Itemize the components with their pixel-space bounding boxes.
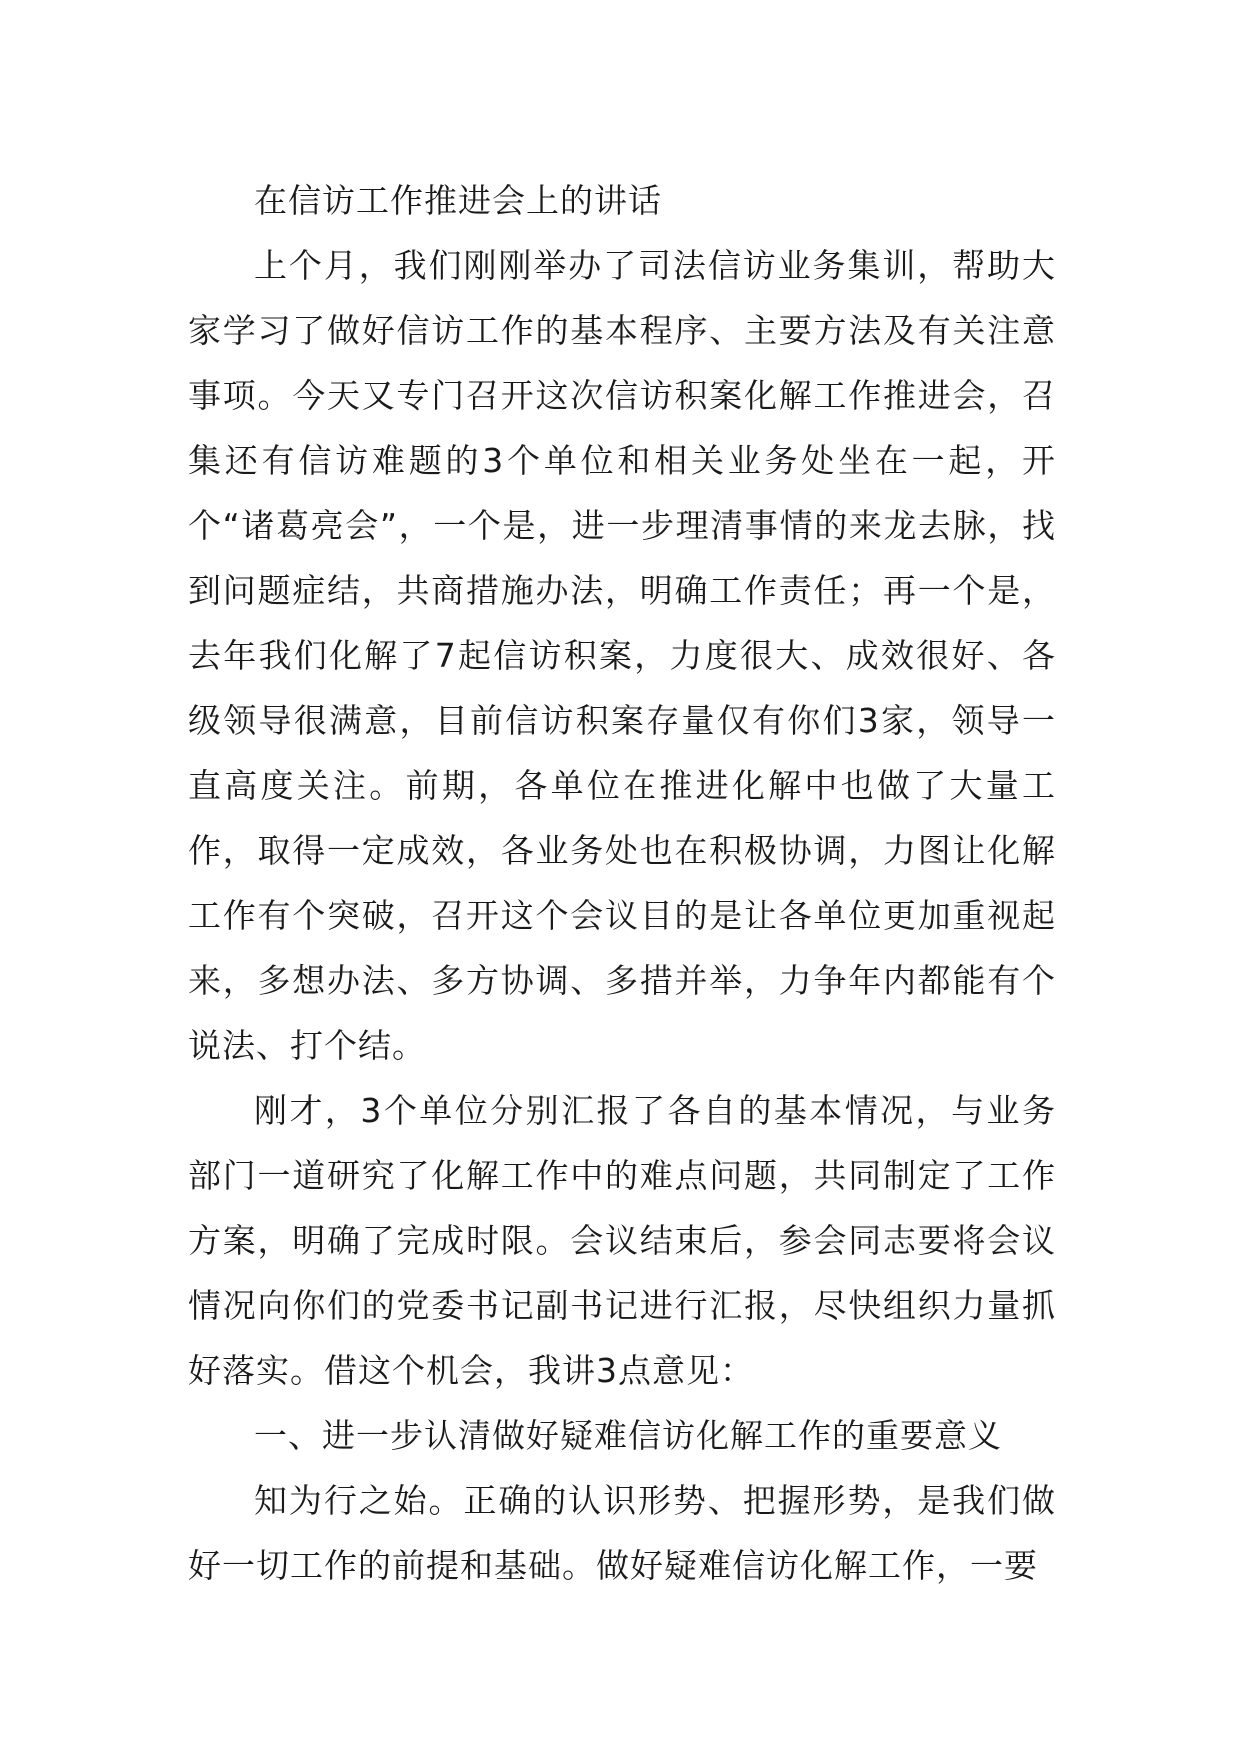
document-title: 在信访工作推进会上的讲话 [254,181,662,220]
paragraph-1: 上个月，我们刚刚举办了司法信访业务集训，帮助大家学习了做好信访工作的基本程序、主要方法及有关注意事项。今天又专门召开这次信访积案化解工作推进会，召集还有信访难题的3个单位和相关业务处坐在一起，开个“诸葛亮会”，一个是，进一步理清事情的来龙去脉，找到问题症结，共商措施办法，明确工作责任；再一个是，去年我们化解了7起信访积案，力度很大、成效很好、各级领导很满意，目前信访积案存量仅有你们3家，领导一直高度关注。前期，各单位在推进化解中也做了大量工作，取得一定成效，各业务处也在积极协调，力图让化解工作有个突破，召开这个会议目的是让各单位更加重视起来，多想办法、多方协调、多措并举，力争年内都能有个说法、打个结。 [188,246,1056,1065]
section-heading: 一、进一步认清做好疑难信访化解工作的重要意义 [254,1416,1002,1455]
document-body [188,168,1056,1598]
paragraph-2: 刚才，3个单位分别汇报了各自的基本情况，与业务部门一道研究了化解工作中的难点问题，共同制定了工作方案，明确了完成时限。会议结束后，参会同志要将会议情况向你们的党委书记副书记进行汇报，尽快组织力量抓好落实。借这个机会，我讲3点意见： [188,1091,1056,1390]
section-paragraph: 知为行之始。正确的认识形势、把握形势，是我们做好一切工作的前提和基础。做好疑难信访化解工作，一要 [188,1481,1056,1585]
